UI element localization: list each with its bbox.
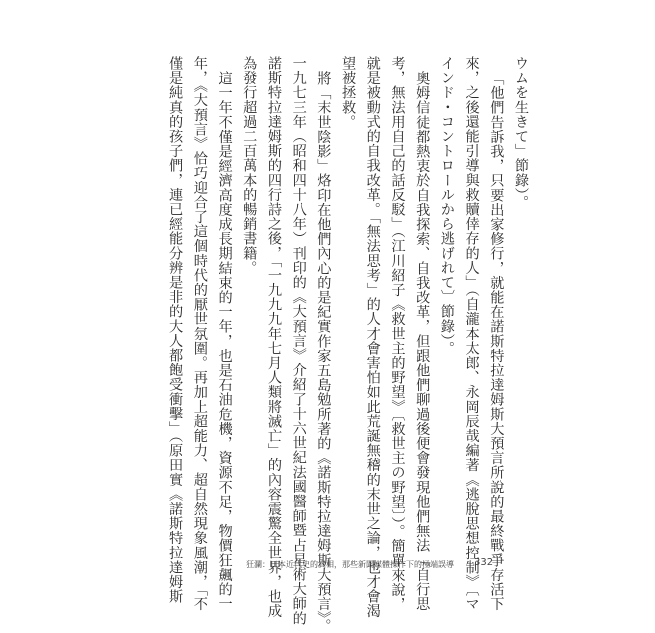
text-column: 望被拯救。 [340,56,357,129]
text-column: ウムを生きて」節錄）。 [513,56,529,210]
text-column: 來，之後還能引導與救贖倖存的人」（自瀧本太郎、永岡辰哉編著《逃脫思想控制》〔マ [463,56,480,612]
text-column: 奧姆信徒都熱衷於自我探索、自我改革，但跟他們聊過後便會發現他們無法「自行思 [414,71,431,612]
running-footer-title: 狂瀾：日本近代史的真相，那些新聞媒體操作下的極端誤導 [246,560,454,569]
text-column: 考，無法用自己的話反駁」（江川紹子《救世主的野望》〔救世主の野望〕）。簡單來說， [389,56,406,612]
text-column: 僅是純真的孩子們，連已經能分辨是非的大人都飽受衝擊」（原田實《諾斯特拉達姆斯 [167,56,184,604]
text-column: 「他們告訴我，只要出家修行，就能在諾斯特拉達姆斯大預言所說的最終戰爭存活下 [488,71,505,612]
text-column: 這一年不僅是經濟高度成長期結束的一年，也是石油危機，資源不足，物價狂飆的一 [216,71,233,612]
text-column: 諾斯特拉達姆斯的四行詩之後，「一九九九年七月人類將滅亡」的內容震驚全世界，也成 [265,56,282,619]
text-column: 一九七三年（昭和四十八年）刊印的《大預言》介紹了十六世紀法國醫師暨占星術大師的 [290,56,307,626]
page-number: 332 [474,557,494,568]
text-column: 為發行超過二百萬本的暢銷書籍。 [241,56,258,275]
text-column: 就是被動式的自我改革。「無法思考」的人才會害怕如此荒誕無稽的末世之論，也才會渴 [364,56,381,619]
text-column: 年，《大預言》恰巧迎合了這個時代的厭世氛圍。再加上超能力、超自然現象風潮，「不 [191,56,208,612]
text-column: インド・コントロールから逃げれて〕節錄）。 [438,56,455,356]
page-footer [0,557,655,573]
text-column: 將「末世陰影」烙印在他們內心的是紀實作家五島勉所著的《諾斯特拉達姆斯大預言》。 [315,71,332,633]
